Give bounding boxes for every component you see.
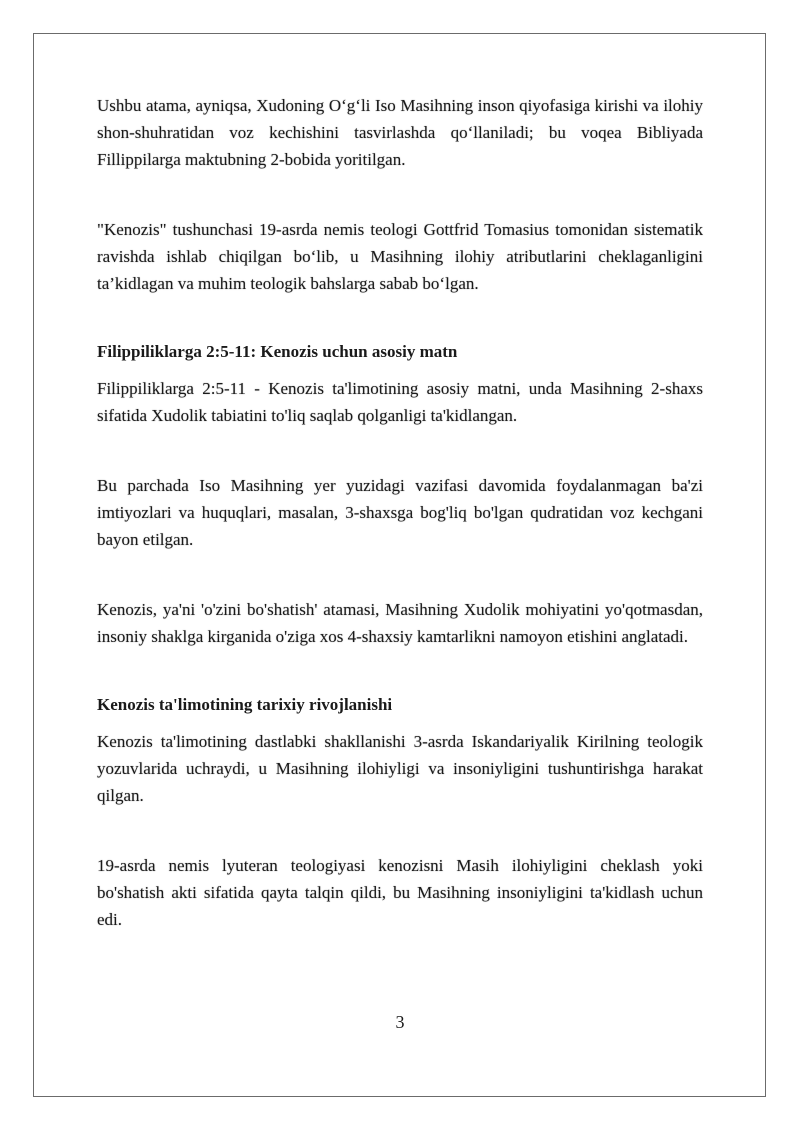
paragraph-ozini-boshatish: Kenozis, ya'ni 'o'zini bo'shatish' atamasi, Masihning Xudolik mohiyatini yo'qotmasdan, insoniy shaklga kirganida o'ziga xos 4-shaxsiy kamtarlikni namoyon etishini anglatadi. [97, 600, 703, 646]
page-number: 3 [395, 1012, 405, 1032]
section-heading-tarixiy: Kenozis ta'limotining tarixiy rivojlanishi [97, 695, 393, 714]
paragraph-lyuteran: 19-asrda nemis lyuteran teologiyasi kenozisni Masih ilohiyligini cheklash yoki bo'shatish akti sifatida qayta talqin qildi, bu Masihning insoniyligini ta'kidlash uchun edi. [97, 856, 703, 929]
paragraph-filippiliklarga: Filippiliklarga 2:5-11 - Kenozis ta'limotining asosiy matni, unda Masihning 2-shaxs sifatida Xudolik tabiatini to'liq saqlab qolganligi ta'kidlangan. [97, 379, 703, 425]
paragraph-intro: Ushbu atama, ayniqsa, Xudoning O‘g‘li Iso Masihning inson qiyofasiga kirishi va ilohiy shon-shuhratidan voz kechishini tasvirlashda qo‘llaniladi; bu voqea Bibliyada Fillippilarga maktubning 2-bobida yoritilgan. [97, 96, 703, 169]
section-heading-filippiliklarga: Filippiliklarga 2:5-11: Kenozis uchun asosiy matn [97, 342, 458, 361]
paragraph-imtiyozlar: Bu parchada Iso Masihning yer yuzidagi vazifasi davomida foydalanmagan ba'zi imtiyozlari va huquqlari, masalan, 3-shaxsga bog'liq bo'lgan qudratidan voz kechgani bayon etilgan. [97, 476, 703, 549]
paragraph-tomasius: "Kenozis" tushunchasi 19-asrda nemis teologi Gottfrid Tomasius tomonidan sistematik ravishda ishlab chiqilgan bo‘lib, u Masihning ilohiy atributlarini cheklaganligini ta’kidlagan va muhim teologik bahslarga sabab bo‘lgan. [97, 220, 703, 293]
paragraph-kiril: Kenozis ta'limotining dastlabki shakllanishi 3-asrda Iskandariyalik Kirilning teologik yozuvlarida uchraydi, u Masihning ilohiyligi va insoniyligini tushuntirishga harakat qilgan. [97, 732, 703, 805]
page-content [97, 92, 703, 933]
